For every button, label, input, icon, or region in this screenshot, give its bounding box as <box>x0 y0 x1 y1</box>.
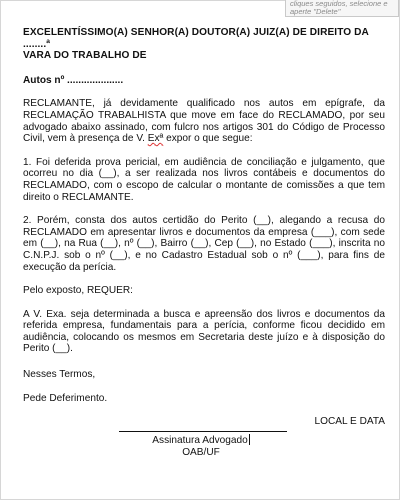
document-heading <box>23 27 385 62</box>
request-paragraph: A V. Exa. seja determinada a busca e apreensão dos livros e documentos da referida empresa, fundamentais para a perícia, conforme ficou decidido em audiência, colocando os mesmos em Secretaria deste juízo e à disposição do Perito (__). <box>23 308 385 355</box>
spellcheck-word: Exª <box>147 133 164 145</box>
document-body[interactable] <box>23 27 385 438</box>
intro-text: RECLAMANTE, já devidamente qualificado nos autos em epígrafe, da RECLAMAÇÃO TRABALHISTA que move em face do RECLAMADO, por seu advogado abaixo assinado, com fulcro nos artigos 301 do Código de Processo Civil, vem à presença de V. <box>23 98 385 145</box>
local-and-date: LOCAL E DATA <box>314 416 385 428</box>
closing-line-1: Nesses Termos, <box>23 369 96 381</box>
intro-end-text: expor o que segue: <box>166 133 253 145</box>
tooltip-line-1: cliques seguidos, selecione e <box>290 0 388 8</box>
heading-line-2: VARA DO TRABALHO DE <box>23 50 147 62</box>
tooltip-line-2: aperte "Delete" <box>290 7 341 16</box>
text-cursor <box>249 434 250 445</box>
autos-number: Autos nº .................... <box>23 74 124 86</box>
signature-oab: OAB/UF <box>182 447 220 458</box>
closing-line-2: Pede Deferimento. <box>23 392 108 404</box>
signature-name-text: Assinatura Advogado <box>152 435 248 446</box>
request-heading: Pelo exposto, REQUER: <box>23 285 133 297</box>
item-2-paragraph: 2. Porém, consta dos autos certidão do Perito (__), alegando a recusa do RECLAMADO em apresentar livros e documentos da empresa (___), com sede em (__), na Rua (__), nº (__), Bairro (__), Cep (__), no Estado (___), inscrita no C.N.P.J. sob o nº (__), e no Cadastro Estadual sob o nº (___), para fins de execução da perícia. <box>23 215 385 273</box>
heading-line-1: EXCELENTÍSSIMO(A) SENHOR(A) DOUTOR(A) JUIZ(A) DE DIREITO DA ........ª <box>23 27 369 50</box>
signature-line <box>119 431 287 432</box>
signature-name <box>1 434 400 446</box>
delete-hint-tooltip <box>285 0 399 17</box>
intro-paragraph <box>23 98 385 144</box>
item-1-paragraph: 1. Foi deferida prova pericial, em audiência de conciliação e julgamento, que ocorreu no dia (__), a ser realizada nos livros contábeis e documentos do RECLAMADO, com o escopo de calcular o montante de comissões a que tem direito o RECLAMANTE. <box>23 156 385 203</box>
